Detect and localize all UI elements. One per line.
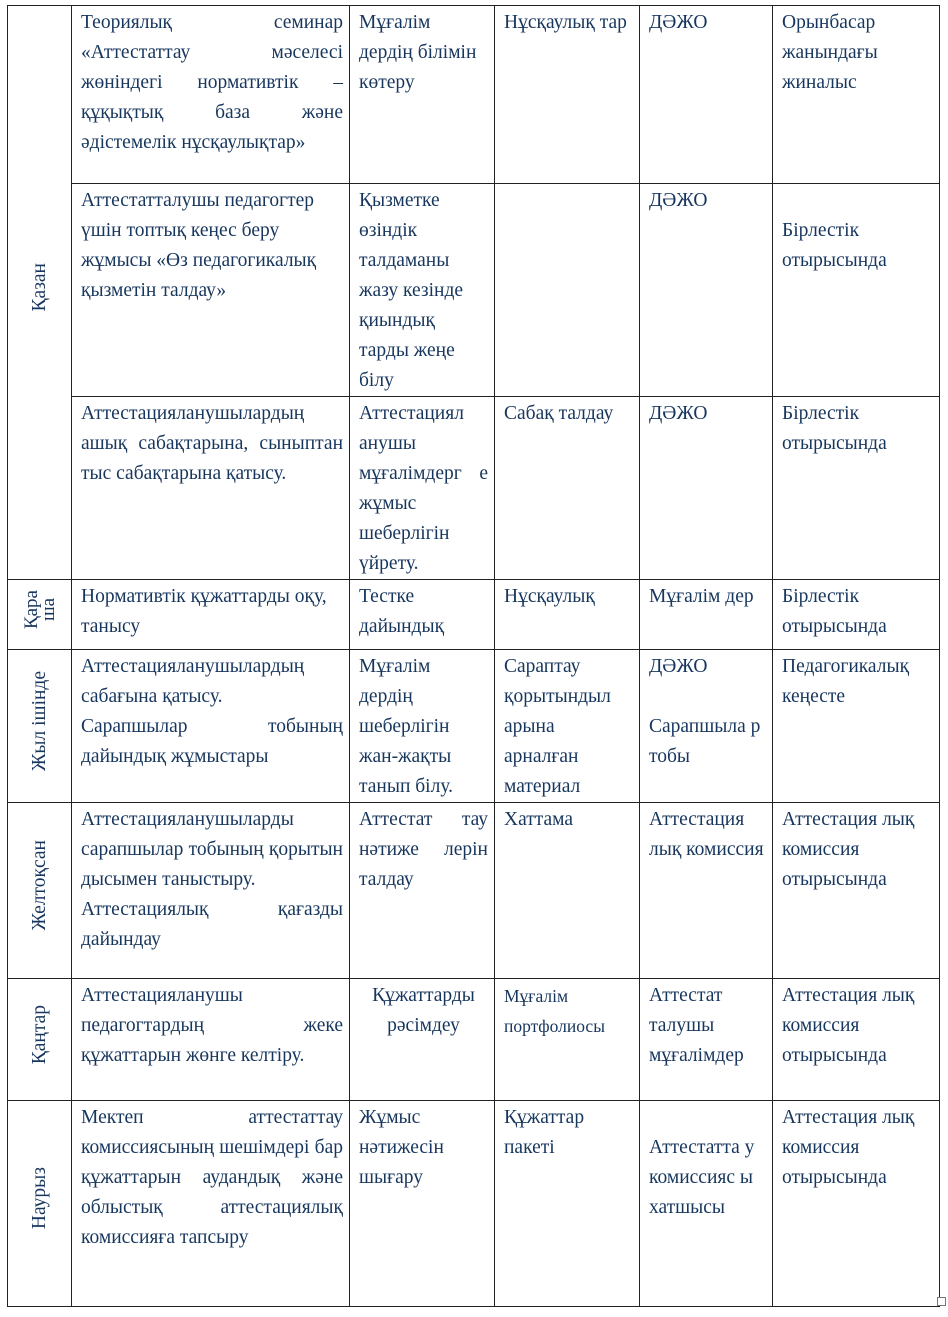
- attestation-plan-table: [7, 5, 940, 1307]
- where-cell: Бірлестік отырысында: [773, 397, 940, 580]
- goal-cell: Тестке дайындық: [350, 580, 495, 650]
- where-cell: Бірлестік отырысында: [773, 184, 940, 397]
- month-cell-kantar: [8, 979, 72, 1101]
- where-cell: Аттестация лық комиссия отырысында: [773, 803, 940, 979]
- responsible-cell: ДӘЖО: [640, 6, 773, 184]
- table-end-marker: [937, 1297, 946, 1306]
- responsible-cell: ДӘЖО: [640, 184, 773, 397]
- form-cell: Құжаттар пакеті: [495, 1101, 640, 1307]
- table-row: [8, 1101, 940, 1307]
- form-cell: Хаттама: [495, 803, 640, 979]
- table-row: [8, 6, 940, 184]
- month-cell-zheltoksan: [8, 803, 72, 979]
- form-cell: Сабақ талдау: [495, 397, 640, 580]
- event-cell: Нормативтік құжаттарды оқу, танысу: [72, 580, 350, 650]
- goal-cell: Мұғалім дердің шеберлігін жан-жақты танып білу.: [350, 650, 495, 803]
- month-cell-zhyl-ishinde: [8, 650, 72, 803]
- table-row: [8, 979, 940, 1101]
- table-row: [8, 580, 940, 650]
- responsible-cell: ДӘЖО Сарапшыла р тобы: [640, 650, 773, 803]
- event-cell: Аттестацияланушы педагогтардың жеке құжаттарын жөнге келтіру.: [72, 979, 350, 1101]
- month-cell-kazan: [8, 6, 72, 580]
- responsible-cell: ДӘЖО: [640, 397, 773, 580]
- month-cell-karasha: [8, 580, 72, 650]
- where-cell: Орынбасар жанындағы жиналыс: [773, 6, 940, 184]
- table-row: [8, 650, 940, 803]
- month-label: Қазан: [28, 263, 50, 312]
- event-cell: Аттестатталушы педагогтер үшін топтық кеңес беру жұмысы «Өз педагогикалық қызметін талдау»: [72, 184, 350, 397]
- where-cell: Бірлестік отырысында: [773, 580, 940, 650]
- table-row: [8, 397, 940, 580]
- event-cell: Теориялық семинар «Аттестаттау мәселесі жөніндегі нормативтік – құқықтық база және әдістемелік нұсқаулықтар»: [72, 6, 350, 184]
- where-cell: Аттестация лық комиссия отырысында: [773, 1101, 940, 1307]
- month-label: Жыл ішінде: [28, 670, 50, 772]
- event-cell: Аттестацияланушылардың сабағына қатысу. Сарапшылар тобының дайындық жұмыстары: [72, 650, 350, 803]
- table-row: [8, 184, 940, 397]
- event-cell: Мектеп аттестаттау комиссиясының шешімдері бар құжаттарын аудандық және облыстық аттестациялық комиссияға тапсыру: [72, 1101, 350, 1307]
- goal-cell: Аттестациял анушы мұғалімдерг е жұмыс шеберлігін үйрету.: [350, 397, 495, 580]
- month-label: Наурыз: [28, 1167, 50, 1230]
- table-row: [8, 803, 940, 979]
- goal-cell: Аттестат тау нәтиже лерін талдау: [350, 803, 495, 979]
- form-cell: [495, 184, 640, 397]
- form-cell: Сараптау қорытындыл арына арналған материал: [495, 650, 640, 803]
- goal-cell: Жұмыс нәтижесін шығару: [350, 1101, 495, 1307]
- event-cell: Аттестацияланушыларды сарапшылар тобының қорытын дысымен таныстыру. Аттестациялық қағазды дайындау: [72, 803, 350, 979]
- goal-cell: Мұғалім дердің білімін көтеру: [350, 6, 495, 184]
- responsible-cell: Аттестация лық комиссия: [640, 803, 773, 979]
- goal-cell: Қызметке өзіндік талдаманы жазу кезінде қиындық тарды жеңе білу: [350, 184, 495, 397]
- event-cell: Аттестацияланушылардың ашық сабақтарына, сыныптан тыс сабақтарына қатысу.: [72, 397, 350, 580]
- month-cell-nauryz: [8, 1101, 72, 1307]
- month-label: Желтоқсан: [28, 840, 50, 931]
- form-cell: Нұсқаулық тар: [495, 6, 640, 184]
- responsible-cell: Аттестатта у комиссияс ы хатшысы: [640, 1101, 773, 1307]
- where-cell: Аттестация лық комиссия отырысында: [773, 979, 940, 1101]
- goal-cell: Құжаттарды рәсімдеу: [350, 979, 495, 1101]
- form-cell: Нұсқаулық: [495, 580, 640, 650]
- form-cell: Мұғалім портфолиосы: [495, 979, 640, 1101]
- responsible-cell: Мұғалім дер: [640, 580, 773, 650]
- month-label: Қаңтар: [28, 1004, 50, 1065]
- month-label: Қара ша: [20, 589, 59, 630]
- where-cell: Педагогикалық кеңесте: [773, 650, 940, 803]
- responsible-cell: Аттестат талушы мұғалімдер: [640, 979, 773, 1101]
